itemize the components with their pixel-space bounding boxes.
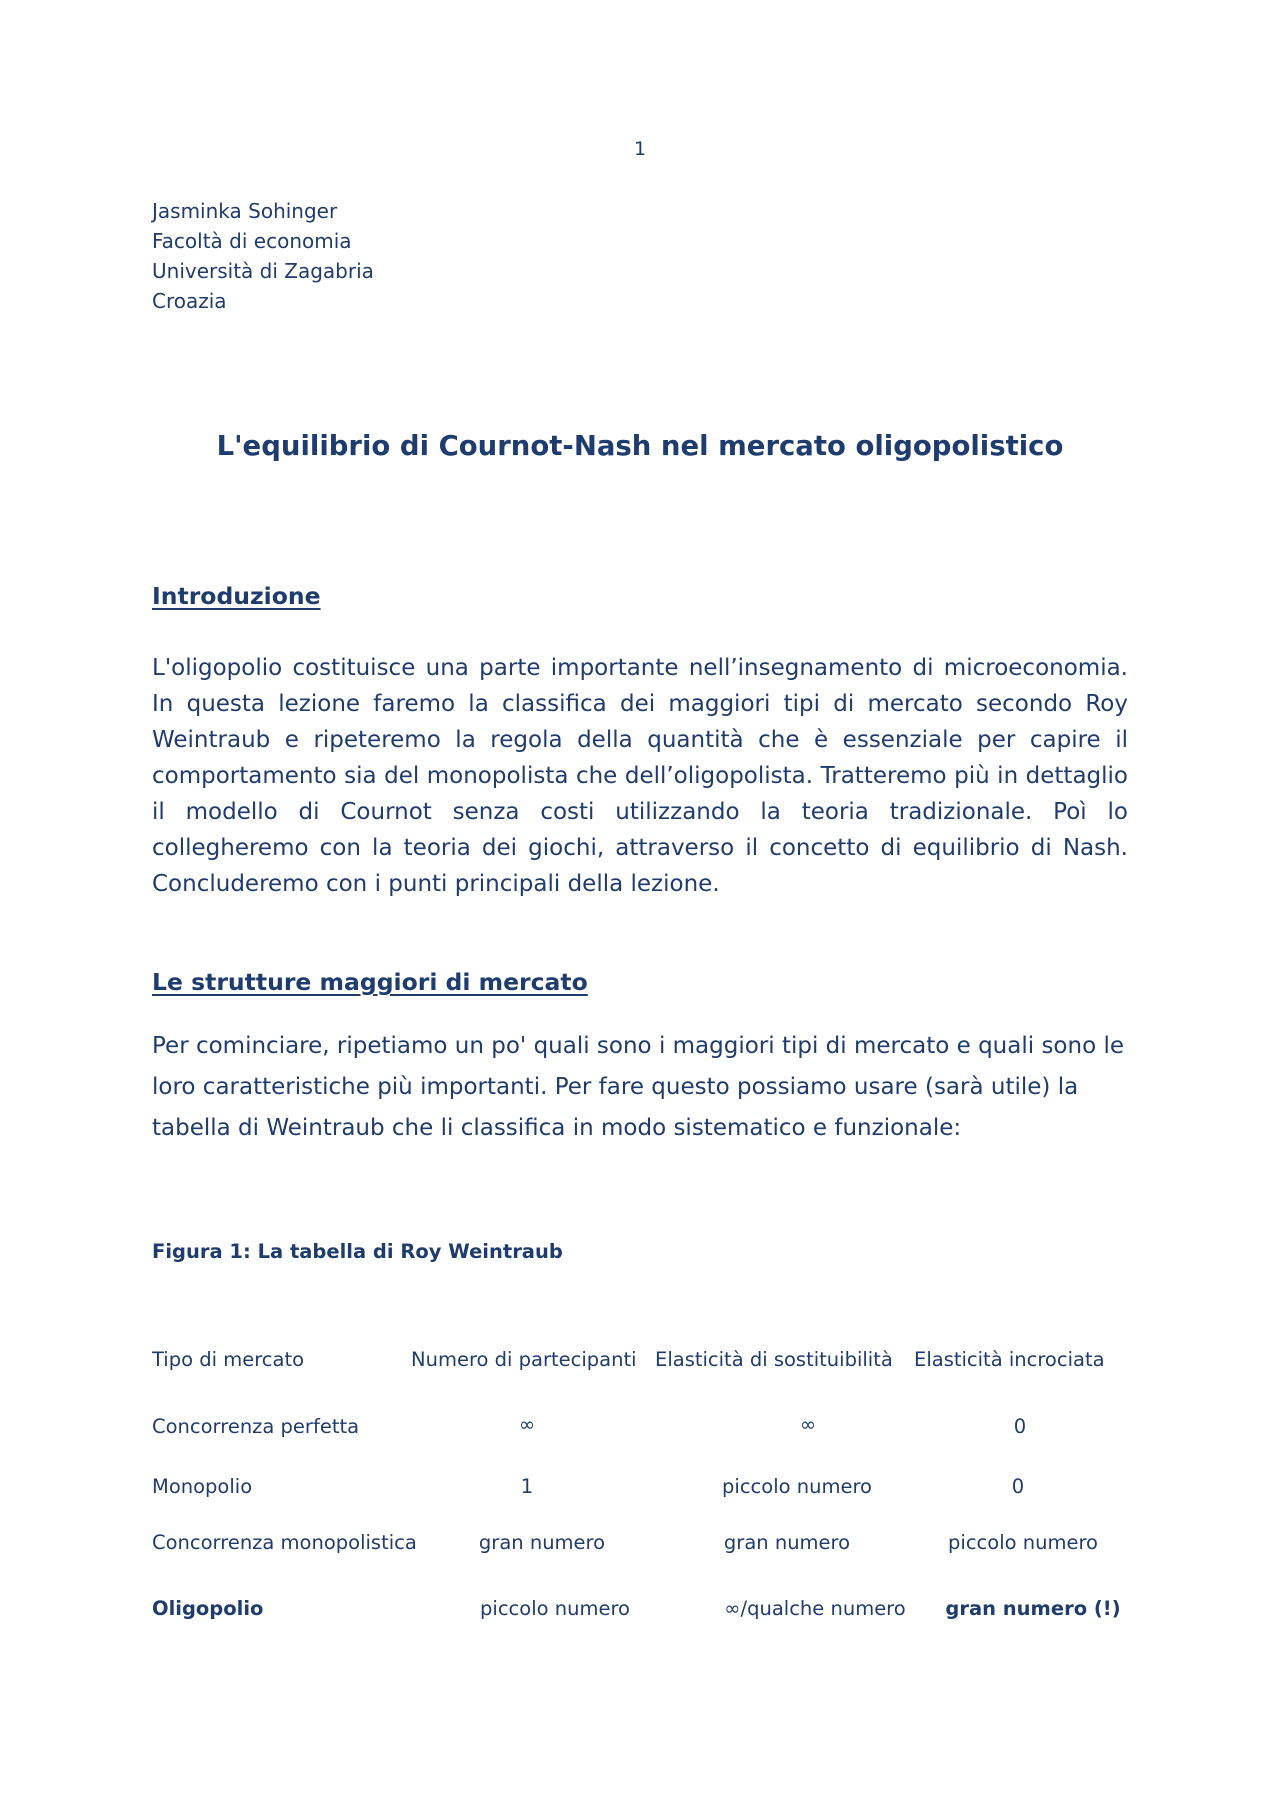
table-cell-substitutability: ∞ — [799, 1413, 817, 1436]
figure-caption: Figura 1: La tabella di Roy Weintraub — [152, 1240, 563, 1263]
table-cell-substitutability: ∞/qualche numero — [724, 1597, 906, 1620]
author-block — [152, 196, 374, 316]
table-cell-cross-elasticity: piccolo numero — [948, 1531, 1098, 1554]
table-cell-cross-elasticity: 0 — [1011, 1475, 1025, 1498]
table-cell-participants: piccolo numero — [480, 1597, 630, 1620]
introduction-paragraph: L'oligopolio costituisce una parte importante nell’insegnamento di microeconomia. In questa lezione faremo la classifica dei maggiori tipi di mercato secondo Roy Weintraub e ripeteremo la regola della quantità che è essenziale per capire il comportamento sia del monopolista che dell’oligopolista. Tratteremo più in dettaglio il modello di Cournot senza costi utilizzando la teoria tradizionale. Poì lo collegheremo con la teoria dei giochi, attraverso il concetto di equilibrio di Nash. Concluderemo con i punti principali della lezione. — [152, 655, 1128, 897]
author-name: Jasminka Sohinger — [152, 199, 338, 223]
table-cell-cross-elasticity: gran numero (!) — [945, 1597, 1121, 1620]
page-number: 1 — [633, 138, 647, 160]
table-header-market-type: Tipo di mercato — [152, 1348, 305, 1371]
table-header-participants: Numero di partecipanti — [411, 1348, 637, 1371]
section-heading-market-structures: Le strutture maggiori di mercato — [152, 968, 588, 996]
table-cell-substitutability: gran numero — [723, 1531, 851, 1554]
author-university: Università di Zagabria — [152, 259, 374, 283]
table-header-substitutability: Elasticità di sostituibilità — [655, 1348, 893, 1371]
table-cell-market-type: Concorrenza monopolistica — [152, 1531, 417, 1554]
table-cell-participants: ∞ — [518, 1413, 536, 1436]
section-heading-introduction: Introduzione — [152, 582, 321, 610]
document-title: L'equilibrio di Cournot-Nash nel mercato oligopolistico — [216, 430, 1064, 462]
table-header-cross-elasticity: Elasticità incrociata — [914, 1348, 1105, 1371]
table-cell-cross-elasticity: 0 — [1013, 1415, 1027, 1438]
author-country: Croazia — [152, 289, 227, 313]
market-structures-paragraph: Per cominciare, ripetiamo un po' quali sono i maggiori tipi di mercato e quali sono le loro caratteristiche più importanti. Per fare questo possiamo usare (sarà utile) la tabella di Weintraub che li classifica in modo sistematico e funzionale: — [152, 1033, 1124, 1141]
table-cell-participants: gran numero — [478, 1531, 606, 1554]
table-cell-market-type: Concorrenza perfetta — [152, 1415, 360, 1438]
table-cell-participants: 1 — [520, 1475, 534, 1498]
table-cell-market-type: Monopolio — [152, 1475, 253, 1498]
table-cell-market-type: Oligopolio — [152, 1597, 264, 1620]
author-faculty: Facoltà di economia — [152, 229, 352, 253]
table-cell-substitutability: piccolo numero — [722, 1475, 872, 1498]
